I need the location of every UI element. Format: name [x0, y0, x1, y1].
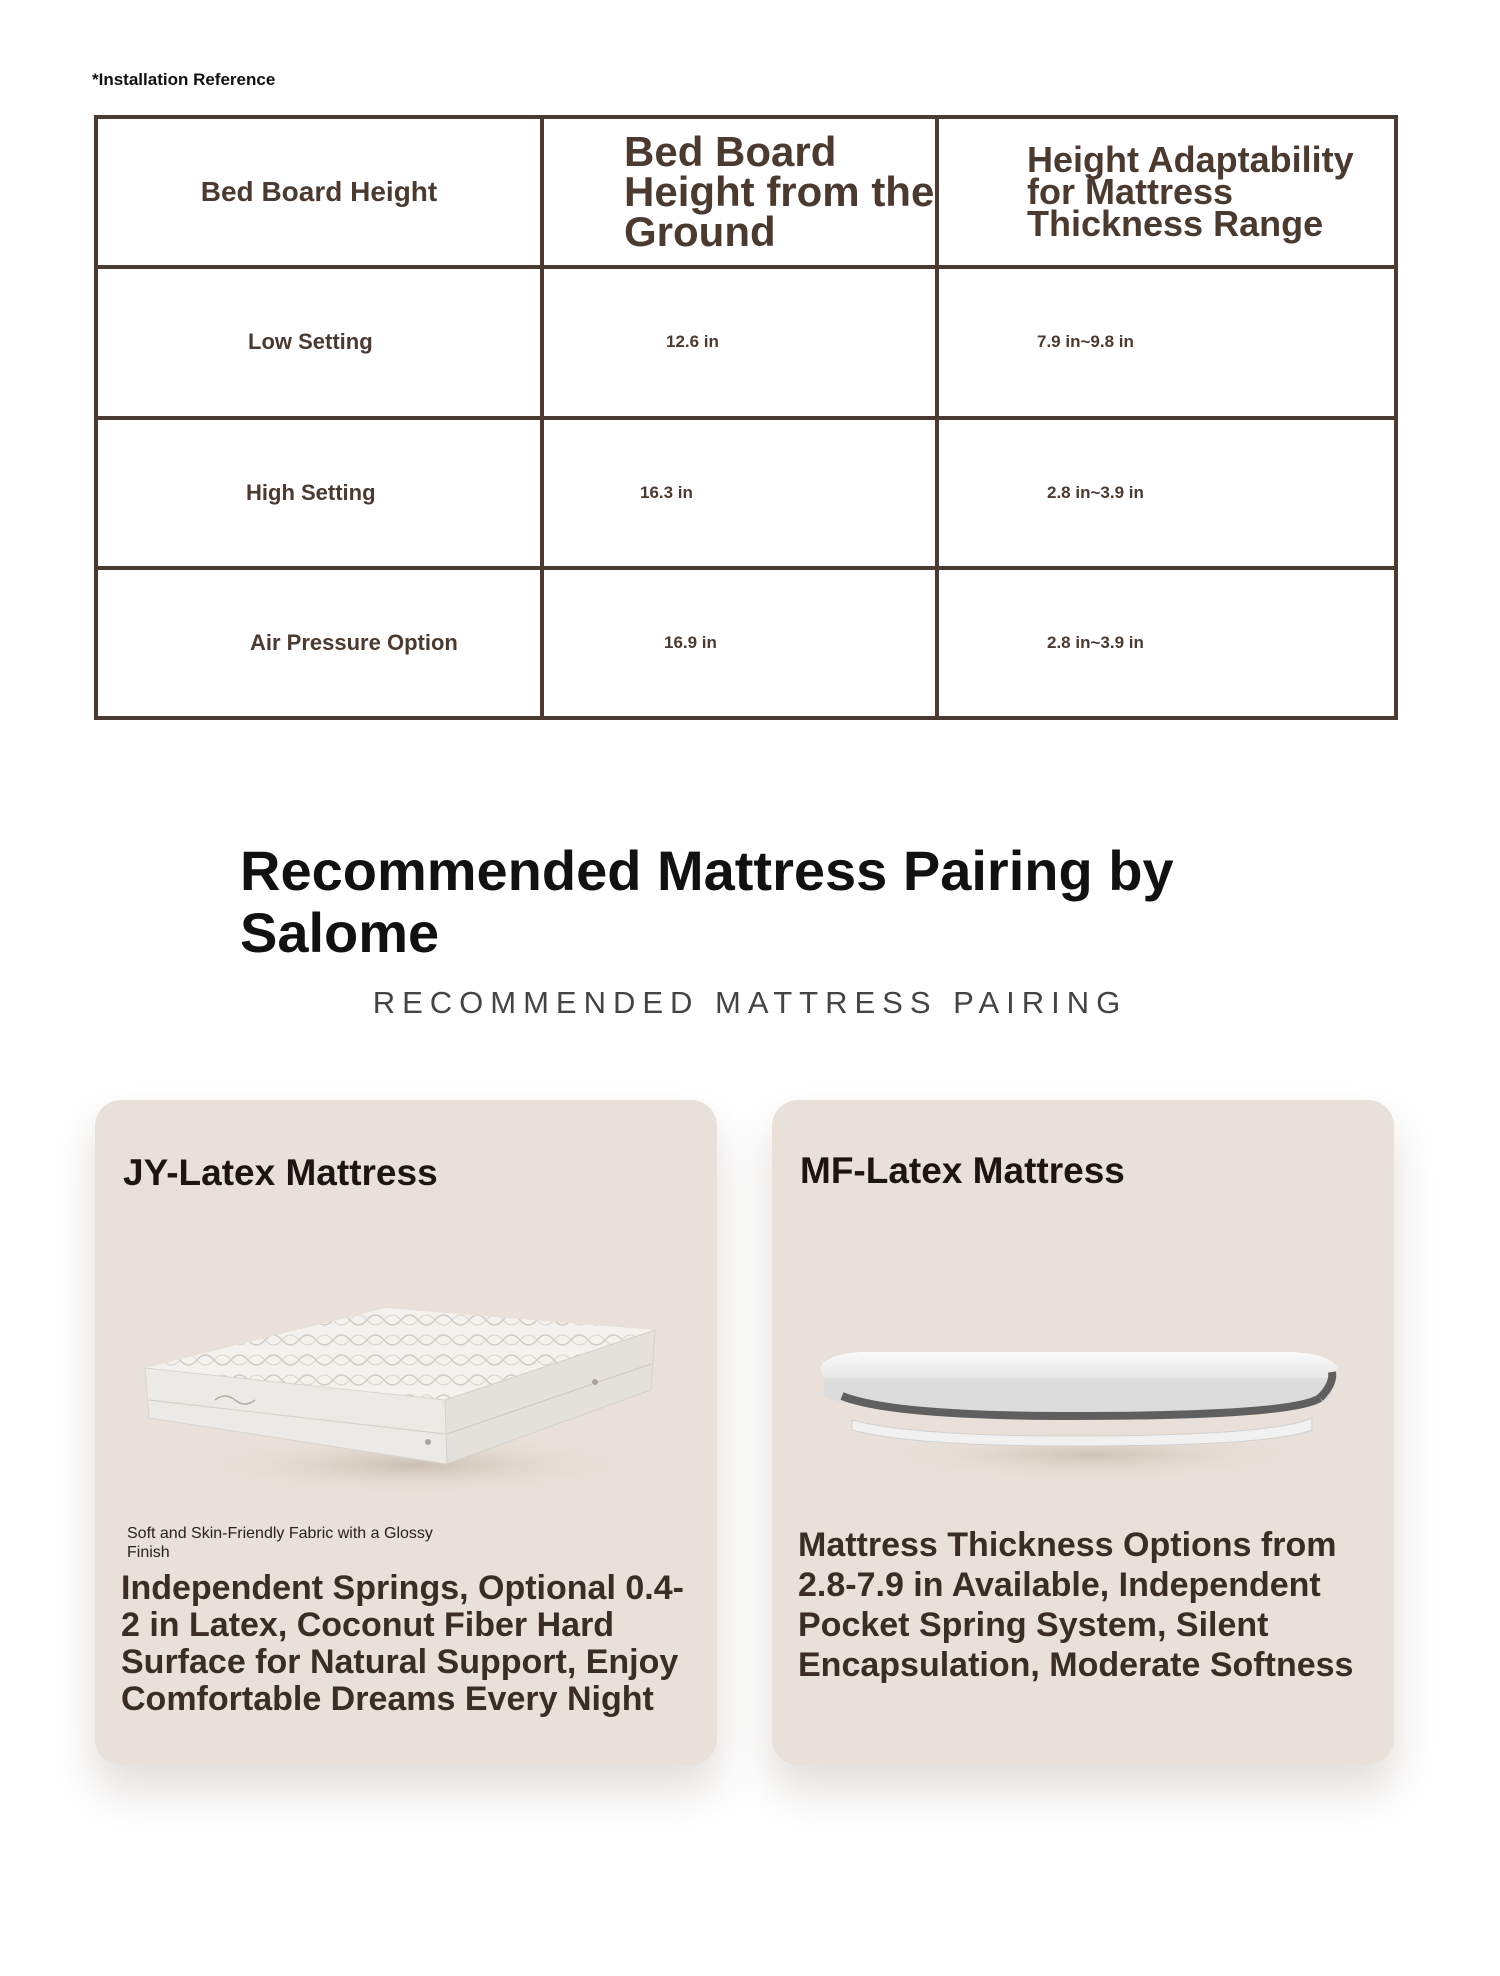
card-title-mf: MF-Latex Mattress [800, 1150, 1125, 1191]
jy-mattress-image [95, 1250, 717, 1510]
card-note-jy: Soft and Skin-Friendly Fabric with a Glossy Finish [127, 1525, 433, 1561]
table-row [96, 267, 1396, 417]
table-row [96, 418, 1396, 568]
installation-reference-note: *Installation Reference [92, 70, 276, 89]
card-description-mf: Mattress Thickness Options from 2.8-7.9 in Available, Independent Pocket Spring System, Silent Encapsulation, Moderate Softness [798, 1526, 1354, 1684]
header-height-from-ground: Bed Board Height from the Ground [542, 117, 937, 267]
row-range-high: 2.8 in~3.9 in [937, 418, 1396, 568]
row-height-high: 16.3 in [542, 418, 937, 568]
row-label-air: Air Pressure Option [96, 568, 542, 718]
row-height-air: 16.9 in [542, 568, 937, 718]
row-label-high: High Setting [96, 418, 542, 568]
pairing-subtitle: RECOMMENDED MATTRESS PAIRING [372, 985, 1128, 1020]
card-description-jy: Independent Springs, Optional 0.4-2 in Latex, Coconut Fiber Hard Surface for Natural Support, Enjoy Comfortable Dreams Every Night [121, 1569, 684, 1718]
row-label-low: Low Setting [96, 267, 542, 417]
installation-table [94, 115, 1398, 720]
mattress-card-jy [95, 1100, 717, 1765]
card-title-jy: JY-Latex Mattress [123, 1152, 438, 1193]
row-height-low: 12.6 in [542, 267, 937, 417]
header-thickness-range: Height Adaptability for Mattress Thickness Range [937, 117, 1396, 267]
pairing-title: Recommended Mattress Pairing by Salome [240, 839, 1174, 964]
mf-mattress-image [772, 1250, 1394, 1510]
mattress-card-mf [772, 1100, 1394, 1765]
row-range-air: 2.8 in~3.9 in [937, 568, 1396, 718]
header-bed-board-height: Bed Board Height [96, 117, 542, 267]
table-header-row [96, 117, 1396, 267]
row-range-low: 7.9 in~9.8 in [937, 267, 1396, 417]
table-row [96, 568, 1396, 718]
